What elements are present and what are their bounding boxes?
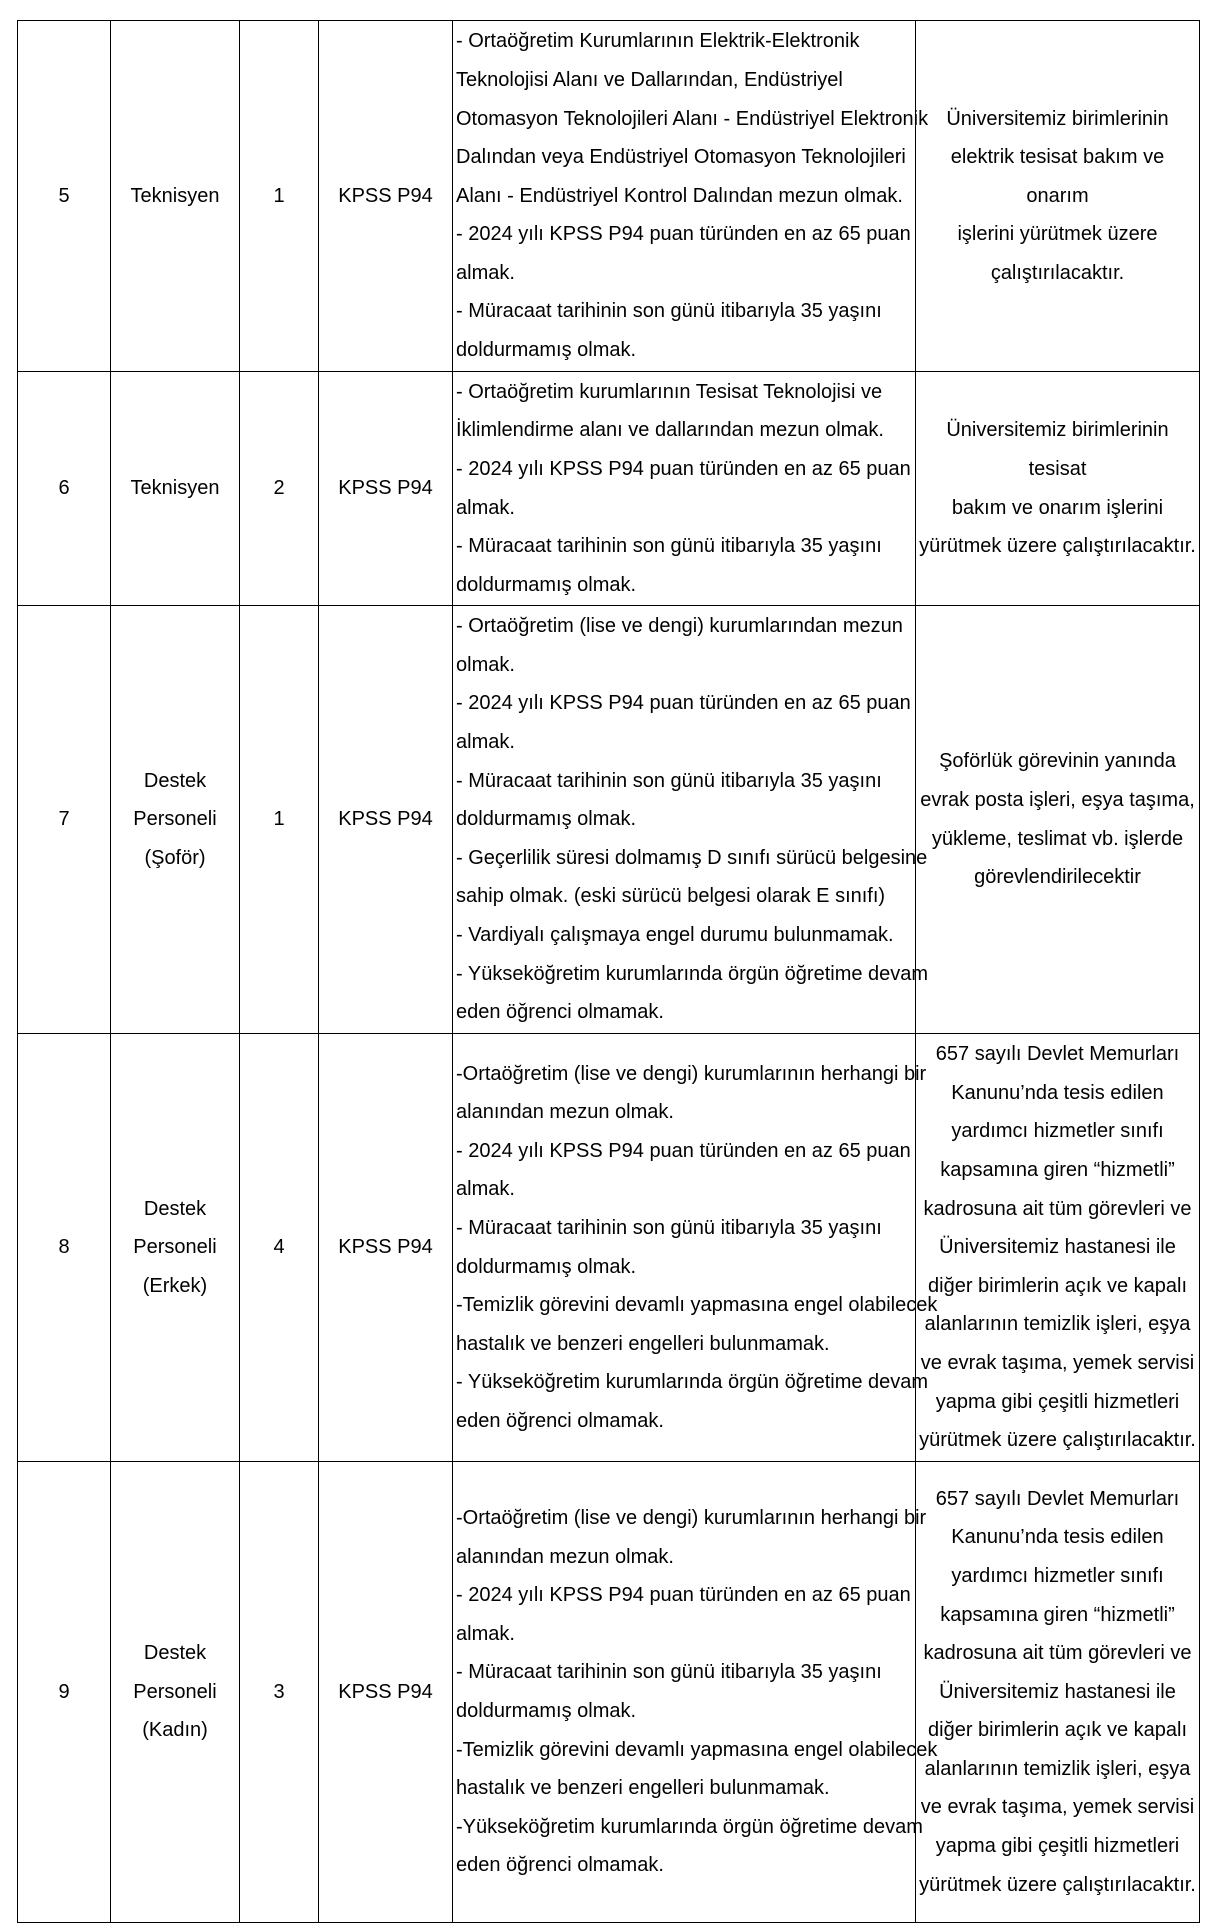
- position-title-line: Personeli: [133, 1680, 217, 1703]
- positions-table-body: [18, 21, 1200, 1923]
- requirement-line: - Ortaöğretim (lise ve dengi) kurumlarından mezun: [456, 615, 903, 638]
- description-line: Üniversitemiz birimlerinin tesisat: [946, 419, 1169, 480]
- position-title-line: Personeli: [133, 808, 217, 831]
- description-line: işlerini yürütmek üzere: [957, 223, 1158, 246]
- description-cell: [916, 21, 1200, 372]
- description-line: kapsamına giren “hizmetli”: [940, 1603, 1175, 1626]
- requirement-line: doldurmamış olmak.: [456, 573, 637, 596]
- requirement-line: doldurmamış olmak.: [456, 1700, 637, 1722]
- row-number: 7: [18, 606, 111, 1034]
- description-line: diğer birimlerin açık ve kapalı: [928, 1719, 1187, 1742]
- table-row: [18, 1462, 1200, 1923]
- description-line: yükleme, teslimat vb. işlerde: [931, 827, 1184, 850]
- table-row: [18, 372, 1200, 606]
- position-title-line: Destek: [143, 1197, 207, 1220]
- requirement-line: - Müracaat tarihinin son günü itibarıyla 35 yaşını: [456, 300, 882, 323]
- requirement-line: -Ortaöğretim (lise ve dengi) kurumlarının herhangi bir: [456, 1062, 927, 1085]
- position-count: 4: [240, 1034, 319, 1462]
- requirement-line: - Müracaat tarihinin son günü itibarıyla 35 yaşını: [456, 1216, 882, 1239]
- description-line: yürütmek üzere çalıştırılacaktır.: [919, 1429, 1196, 1452]
- description-line: Üniversitemiz hastanesi ile: [939, 1236, 1176, 1259]
- requirement-line: - Ortaöğretim Kurumlarının Elektrik-Elektronik: [456, 30, 860, 53]
- requirement-line: - 2024 yılı KPSS P94 puan türünden en az 65 puan: [456, 1139, 911, 1162]
- description-line: yapma gibi çeşitli hizmetleri: [935, 1390, 1180, 1413]
- position-title-line: Teknisyen: [130, 184, 220, 207]
- description-line: görevlendirilecektir: [974, 866, 1141, 889]
- position-title-line: (Şoför): [144, 846, 206, 869]
- requirement-line: alanından mezun olmak.: [456, 1101, 674, 1124]
- requirement-line: doldurmamış olmak.: [456, 808, 637, 831]
- description-line: kapsamına giren “hizmetli”: [940, 1159, 1175, 1182]
- description-line: 657 sayılı Devlet Memurları: [935, 1487, 1180, 1510]
- requirement-line: - Müracaat tarihinin son günü itibarıyla 35 yaşını: [456, 769, 882, 792]
- description-line: evrak posta işleri, eşya taşıma,: [920, 788, 1195, 811]
- position-title-line: Destek: [143, 769, 207, 792]
- description-line: 657 sayılı Devlet Memurları: [935, 1043, 1180, 1066]
- position-title-line: Destek: [143, 1642, 207, 1665]
- requirement-line: İklimlendirme alanı ve dallarından mezun olmak.: [456, 419, 884, 442]
- requirements-cell: [453, 372, 916, 606]
- requirement-line: Otomasyon Teknolojileri Alanı - Endüstriyel Elektronik: [456, 107, 929, 130]
- exam-type: KPSS P94: [319, 1462, 453, 1923]
- requirement-line: - Müracaat tarihinin son günü itibarıyla 35 yaşını: [456, 535, 882, 558]
- requirement-line: almak.: [456, 731, 515, 754]
- description-line: yürütmek üzere çalıştırılacaktır.: [919, 535, 1196, 558]
- positions-table: [17, 20, 1200, 1923]
- requirement-line: alanından mezun olmak.: [456, 1545, 674, 1568]
- table-row: [18, 21, 1200, 372]
- requirement-line: - 2024 yılı KPSS P94 puan türünden en az 65 puan: [456, 223, 911, 246]
- requirement-line: -Temizlik görevini devamlı yapmasına engel olabilecek: [456, 1294, 938, 1317]
- description-line: ve evrak taşıma, yemek servisi: [920, 1796, 1195, 1819]
- requirement-line: -Temizlik görevini devamlı yapmasına engel olabilecek: [456, 1738, 938, 1761]
- description-line: kadrosuna ait tüm görevleri ve: [923, 1642, 1192, 1665]
- position-title-line: Personeli: [133, 1236, 217, 1259]
- exam-type: KPSS P94: [319, 606, 453, 1034]
- description-line: diğer birimlerin açık ve kapalı: [928, 1274, 1187, 1297]
- requirements-cell: [453, 21, 929, 372]
- position-title: [111, 1462, 240, 1923]
- position-title: [111, 606, 240, 1034]
- position-count: 2: [240, 372, 319, 606]
- requirement-line: hastalık ve benzeri engelleri bulunmamak.: [456, 1777, 830, 1800]
- description-cell: [916, 606, 1200, 1034]
- requirement-line: - Ortaöğretim kurumlarının Tesisat Teknolojisi ve: [456, 380, 883, 403]
- requirement-line: Dalından veya Endüstriyel Otomasyon Teknolojileri: [456, 146, 906, 169]
- description-line: Üniversitemiz birimlerinin: [946, 107, 1169, 130]
- row-number: 5: [18, 21, 111, 372]
- position-title-line: Teknisyen: [130, 477, 220, 500]
- description-line: bakım ve onarım işlerini: [951, 496, 1164, 519]
- description-cell: [916, 1462, 1200, 1923]
- requirement-line: hastalık ve benzeri engelleri bulunmamak.: [456, 1332, 830, 1355]
- description-line: Kanunu’nda tesis edilen: [951, 1526, 1164, 1549]
- description-line: yardımcı hizmetler sınıfı: [951, 1120, 1164, 1143]
- description-line: Üniversitemiz hastanesi ile: [939, 1680, 1176, 1703]
- position-title-line: (Erkek): [142, 1274, 208, 1297]
- requirements-cell: [453, 606, 929, 1034]
- description-line: alanlarının temizlik işleri, eşya: [924, 1757, 1191, 1780]
- requirement-line: - 2024 yılı KPSS P94 puan türünden en az 65 puan: [456, 457, 911, 480]
- requirement-line: Alanı - Endüstriyel Kontrol Dalından mezun olmak.: [456, 184, 903, 207]
- description-line: çalıştırılacaktır.: [990, 261, 1125, 284]
- requirement-line: eden öğrenci olmamak.: [456, 1409, 664, 1432]
- requirement-line: - Yükseköğretim kurumlarında örgün öğretime devam: [456, 962, 929, 985]
- table-row: [18, 1034, 1200, 1462]
- requirement-line: - Geçerlilik süresi dolmamış D sınıfı sürücü belgesine: [456, 846, 928, 869]
- requirement-line: almak.: [456, 261, 515, 284]
- position-count: 1: [240, 21, 319, 372]
- position-count: 3: [240, 1462, 319, 1923]
- requirements-cell: [453, 1462, 938, 1923]
- requirement-line: -Ortaöğretim (lise ve dengi) kurumlarının herhangi bir: [456, 1507, 927, 1530]
- description-line: yardımcı hizmetler sınıfı: [951, 1564, 1164, 1587]
- requirement-line: doldurmamış olmak.: [456, 1255, 637, 1278]
- row-number: 8: [18, 1034, 111, 1462]
- position-title: [111, 21, 240, 372]
- description-line: Kanunu’nda tesis edilen: [951, 1081, 1164, 1104]
- requirement-line: sahip olmak. (eski sürücü belgesi olarak E sınıfı): [456, 885, 886, 908]
- requirement-line: Teknolojisi Alanı ve Dallarından, Endüstriyel: [456, 68, 843, 91]
- requirement-line: almak.: [456, 496, 515, 519]
- requirement-line: eden öğrenci olmamak.: [456, 1854, 664, 1877]
- requirement-line: - Yükseköğretim kurumlarında örgün öğretime devam: [456, 1371, 929, 1394]
- requirement-line: - Vardiyalı çalışmaya engel durumu bulunmamak.: [456, 923, 894, 946]
- position-title-line: (Kadın): [142, 1719, 208, 1742]
- requirement-line: - 2024 yılı KPSS P94 puan türünden en az 65 puan: [456, 1584, 911, 1607]
- exam-type: KPSS P94: [319, 372, 453, 606]
- position-title: [111, 372, 240, 606]
- requirement-line: eden öğrenci olmamak.: [456, 1001, 664, 1024]
- requirement-line: almak.: [456, 1622, 515, 1645]
- description-line: elektrik tesisat bakım ve onarım: [950, 146, 1165, 207]
- description-line: yapma gibi çeşitli hizmetleri: [935, 1835, 1180, 1858]
- requirement-line: - 2024 yılı KPSS P94 puan türünden en az 65 puan: [456, 692, 911, 715]
- description-line: yürütmek üzere çalıştırılacaktır.: [919, 1873, 1196, 1896]
- description-cell: [916, 1034, 1200, 1462]
- row-number: 6: [18, 372, 111, 606]
- exam-type: KPSS P94: [319, 1034, 453, 1462]
- description-line: kadrosuna ait tüm görevleri ve: [923, 1197, 1192, 1220]
- requirement-line: olmak.: [456, 653, 515, 676]
- requirement-line: doldurmamış olmak.: [456, 339, 637, 362]
- description-cell: [916, 372, 1200, 606]
- description-line: Şoförlük görevinin yanında: [939, 750, 1176, 773]
- description-line: alanlarının temizlik işleri, eşya: [924, 1313, 1191, 1336]
- requirements-cell: [453, 1034, 938, 1462]
- exam-type: KPSS P94: [319, 21, 453, 372]
- description-line: ve evrak taşıma, yemek servisi: [920, 1351, 1195, 1374]
- requirement-line: - Müracaat tarihinin son günü itibarıyla 35 yaşını: [456, 1661, 882, 1684]
- row-number: 9: [18, 1462, 111, 1923]
- requirement-line: almak.: [456, 1178, 515, 1201]
- position-title: [111, 1034, 240, 1462]
- requirement-line: -Yükseköğretim kurumlarında örgün öğretime devam: [456, 1815, 923, 1838]
- table-row: [18, 606, 1200, 1034]
- position-count: 1: [240, 606, 319, 1034]
